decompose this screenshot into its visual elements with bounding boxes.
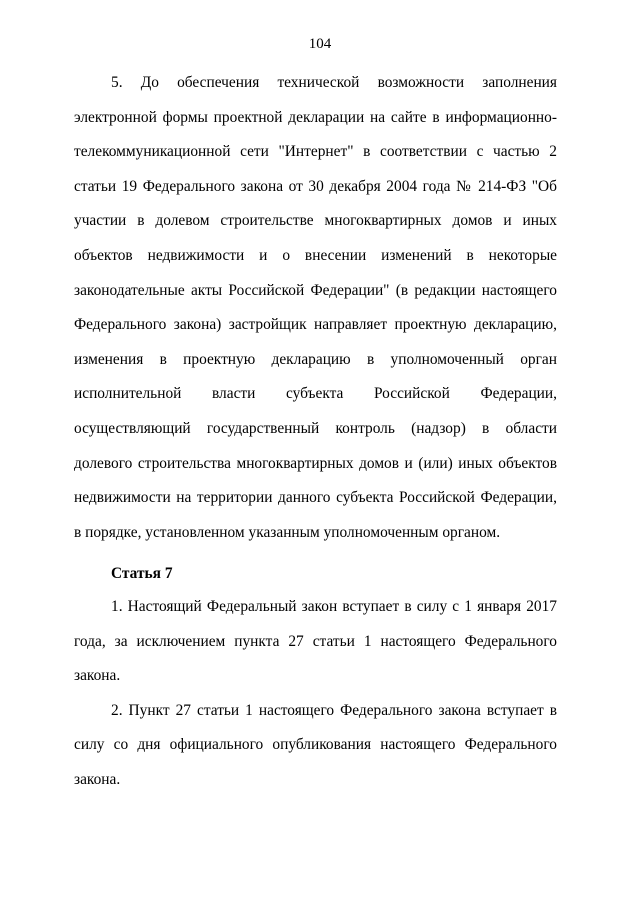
- paragraph-5: 5. До обеспечения технической возможности заполнения электронной формы проектной декларации на сайте в информационно-телекоммуникационной сети "Интернет" в соответствии с частью 2 статьи 19 Федерального закона от 30 декабря 2004 года № 214-ФЗ "Об участии в долевом строительстве многоквартирных домов и иных объектов недвижимости и о внесении изменений в некоторые законодательные акты Российской Федерации" (в редакции настоящего Федерального закона) застройщик направляет проектную декларацию, изменения в проектную декларацию в уполномоченный орган исполнительной власти субъекта Российской Федерации, осуществляющий государственный контроль (надзор) в области долевого строительства многоквартирных домов и (или) иных объектов недвижимости на территории данного субъекта Российской Федерации, в порядке, установленном указанным уполномоченным органом.: [74, 74, 557, 541]
- paragraph-block: [74, 66, 557, 550]
- article-heading-block: [74, 557, 557, 592]
- article-paragraph-1: 1. Настоящий Федеральный закон вступает в силу с 1 января 2017 года, за исключением пункта 27 статьи 1 настоящего Федерального закона.: [74, 598, 557, 685]
- page-number: 104: [308, 36, 332, 52]
- article-heading: Статья 7: [111, 565, 173, 582]
- article-body: [74, 590, 557, 798]
- article-paragraph-2: 2. Пункт 27 статьи 1 настоящего Федерального закона вступает в силу со дня официального опубликования настоящего Федерального закона.: [74, 701, 557, 788]
